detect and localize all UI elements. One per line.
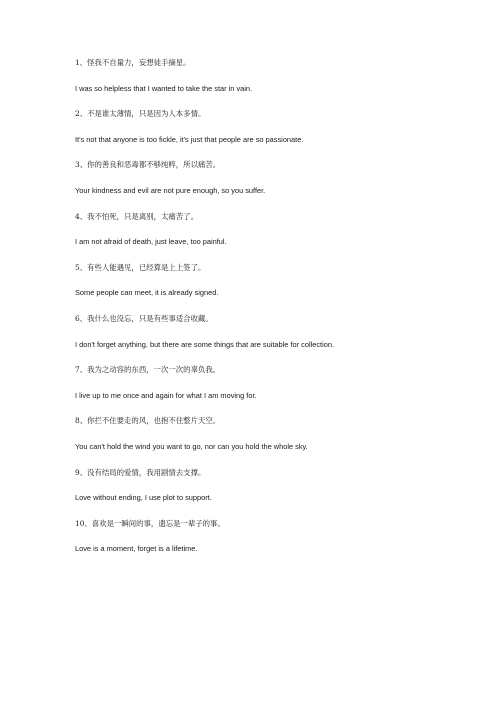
- chinese-quote: 2、不是谁太薄情，只是因为人本多情。: [75, 109, 206, 119]
- english-translation: Your kindness and evil are not pure enough, so you suffer.: [75, 185, 266, 195]
- entry-9: [75, 468, 475, 504]
- entry-3: [75, 160, 475, 196]
- entry-5: [75, 263, 475, 299]
- chinese-quote: 9、没有结局的爱情，我用剧情去支撑。: [75, 467, 206, 477]
- chinese-quote: 3、你的善良和恶毒都不够纯粹，所以痛苦。: [75, 160, 221, 170]
- english-translation: I don't forget anything, but there are some things that are suitable for collection.: [75, 339, 335, 349]
- chinese-quote: 8、你拦不住要走的风，也抱不住整片天空。: [75, 416, 221, 426]
- entry-4: [75, 212, 475, 248]
- chinese-quote: 6、我什么也没忘，只是有些事适合收藏。: [75, 313, 213, 323]
- entry-8: [75, 416, 475, 452]
- chinese-quote: 4、我不怕死，只是离别，太痛苦了。: [75, 211, 198, 221]
- quote-list: [75, 58, 475, 570]
- english-translation: I am not afraid of death, just leave, too painful.: [75, 237, 227, 247]
- chinese-quote: 10、喜欢是一瞬间的事，遗忘是一辈子的事。: [75, 518, 225, 528]
- entry-10: [75, 519, 475, 555]
- english-translation: I was so helpless that I wanted to take the star in vain.: [75, 83, 253, 93]
- entry-6: [75, 314, 475, 350]
- english-translation: Love is a moment, forget is a lifetime.: [75, 544, 198, 554]
- chinese-quote: 7、我为之动容的东西，一次一次的辜负我。: [75, 365, 221, 375]
- english-translation: It's not that anyone is too fickle, it's just that people are so passionate.: [75, 134, 304, 144]
- chinese-quote: 5、有些人能遇见，已经算是上上签了。: [75, 262, 206, 272]
- english-translation: I live up to me once and again for what I am moving for.: [75, 390, 257, 400]
- entry-2: [75, 109, 475, 145]
- english-translation: You can't hold the wind you want to go, nor can you hold the whole sky.: [75, 441, 308, 451]
- chinese-quote: 1、怪我不自量力，妄想徒手摘星。: [75, 58, 191, 67]
- entry-7: [75, 365, 475, 401]
- english-translation: Love without ending, I use plot to support.: [75, 493, 212, 503]
- english-translation: Some people can meet, it is already signed.: [75, 288, 219, 298]
- entry-1: [75, 58, 475, 94]
